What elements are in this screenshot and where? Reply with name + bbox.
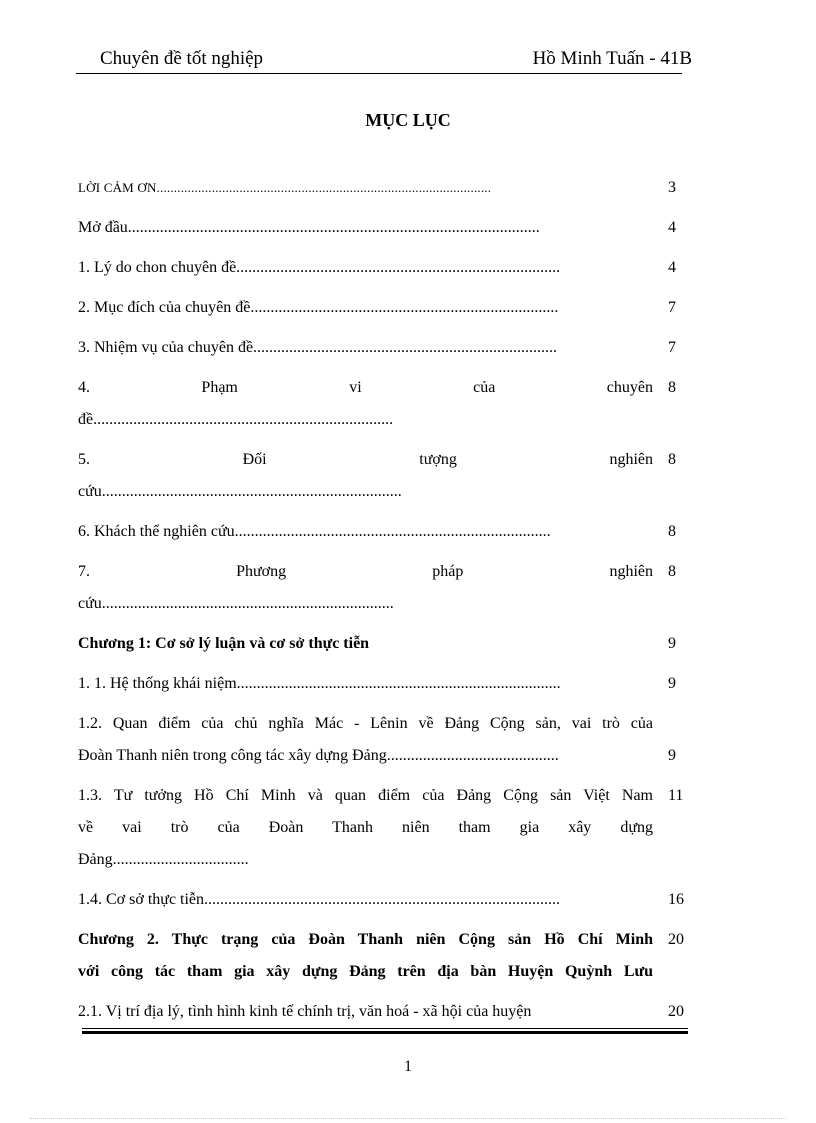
- toc-entry-line2: cứu...........................................................................: [78, 483, 402, 500]
- toc-entry-page: 8: [668, 523, 676, 540]
- header-right: Hồ Minh Tuấn - 41B: [532, 48, 692, 69]
- toc-entry-line2: đề...........................................................................: [78, 411, 394, 428]
- toc-entry: [78, 780, 688, 876]
- toc-entry: [78, 444, 688, 508]
- toc-entry-line1: 1.2. Quan điểm của chủ nghĩa Mác - Lênin về Đảng Cộng sản, vai trò của: [78, 715, 653, 732]
- toc-chapter-entry: [78, 924, 688, 988]
- toc-entry-page: 9: [668, 635, 676, 652]
- toc-entry-page: 9: [668, 675, 676, 692]
- toc-entry-page: 16: [668, 891, 684, 908]
- toc-chapter-entry: [78, 628, 688, 660]
- toc-entry: [78, 996, 688, 1028]
- toc-entry-page: 3: [668, 179, 676, 196]
- table-of-contents: [78, 172, 688, 1028]
- toc-entry-text: Mở đầu.......................................................................................................: [78, 219, 540, 236]
- page-bottom-border: [30, 1118, 786, 1119]
- toc-entry: [78, 252, 688, 284]
- toc-entry-page: 7: [668, 339, 676, 356]
- toc-entry-line2: cứu.........................................................................: [78, 595, 394, 612]
- toc-entry-page: 7: [668, 299, 676, 316]
- toc-entry-page: 20: [668, 931, 684, 948]
- toc-entry-page: 8: [668, 563, 676, 580]
- toc-entry-page: 11: [668, 787, 684, 804]
- toc-entry-line1: 4. Phạm vi của chuyên: [78, 379, 653, 396]
- header-divider: [76, 73, 682, 74]
- toc-entry: [78, 292, 688, 324]
- footer-divider: [82, 1028, 688, 1029]
- toc-entry-line2: với công tác tham gia xây dựng Đảng trên địa bàn Huyện Quỳnh Lưu: [78, 963, 653, 980]
- page-header: [76, 48, 692, 74]
- toc-entry-line3: Đảng..................................: [78, 851, 249, 868]
- toc-entry-line2: Đoàn Thanh niên trong công tác xây dựng Đảng...........................................: [78, 747, 559, 764]
- toc-entry: [78, 708, 688, 772]
- page-number: 1: [404, 1058, 412, 1075]
- toc-entry: [78, 556, 688, 620]
- toc-entry-text: 1. Lý do chon chuyên đề.................................................................................: [78, 259, 561, 276]
- toc-entry-line2: về vai trò của Đoàn Thanh niên tham gia xây dựng: [78, 819, 653, 836]
- toc-entry-page: 20: [668, 1003, 684, 1020]
- toc-entry-text: 3. Nhiệm vụ của chuyên đề............................................................................: [78, 339, 558, 356]
- footer-divider-thick: [82, 1031, 688, 1034]
- page-title: MỤC LỤC: [365, 110, 451, 130]
- header-left: Chuyên đề tốt nghiệp: [100, 48, 264, 69]
- toc-entry: [78, 668, 688, 700]
- toc-entry: [78, 332, 688, 364]
- toc-entry-page: 4: [668, 219, 676, 236]
- toc-entry: [78, 516, 688, 548]
- toc-entry-page: 8: [668, 451, 676, 468]
- toc-entry-line1: 7. Phương pháp nghiên: [78, 563, 653, 580]
- toc-entry-line1: 5. Đối tượng nghiên: [78, 451, 653, 468]
- toc-entry-text: 2.1. Vị trí địa lý, tình hình kinh tế chính trị, văn hoá - xã hội của huyện: [78, 1003, 532, 1020]
- toc-entry-text: Chương 1: Cơ sở lý luận và cơ sở thực tiễn: [78, 635, 370, 652]
- toc-entry-text: 1.4. Cơ sở thực tiễn.........................................................................................: [78, 891, 561, 908]
- toc-entry: [78, 172, 688, 204]
- toc-entry-text: LỜI CẢM ƠN.................................................................................................: [78, 180, 492, 195]
- toc-entry-text: 1. 1. Hệ thống khái niệm.................................................................................: [78, 675, 561, 692]
- toc-entry-line1: Chương 2. Thực trạng của Đoàn Thanh niên Cộng sản Hồ Chí Minh: [78, 931, 653, 948]
- toc-entry-line1: 1.3. Tư tưởng Hồ Chí Minh và quan điểm của Đảng Cộng sản Việt Nam: [78, 787, 653, 804]
- toc-entry-text: 6. Khách thể nghiên cứu...............................................................................: [78, 523, 551, 540]
- toc-entry-page: 9: [668, 747, 676, 764]
- toc-entry-page: 4: [668, 259, 676, 276]
- toc-entry: [78, 884, 688, 916]
- toc-entry-page: 8: [668, 379, 676, 396]
- toc-entry: [78, 212, 688, 244]
- toc-entry: [78, 372, 688, 436]
- toc-entry-text: 2. Mục đích của chuyên đề.............................................................................: [78, 299, 559, 316]
